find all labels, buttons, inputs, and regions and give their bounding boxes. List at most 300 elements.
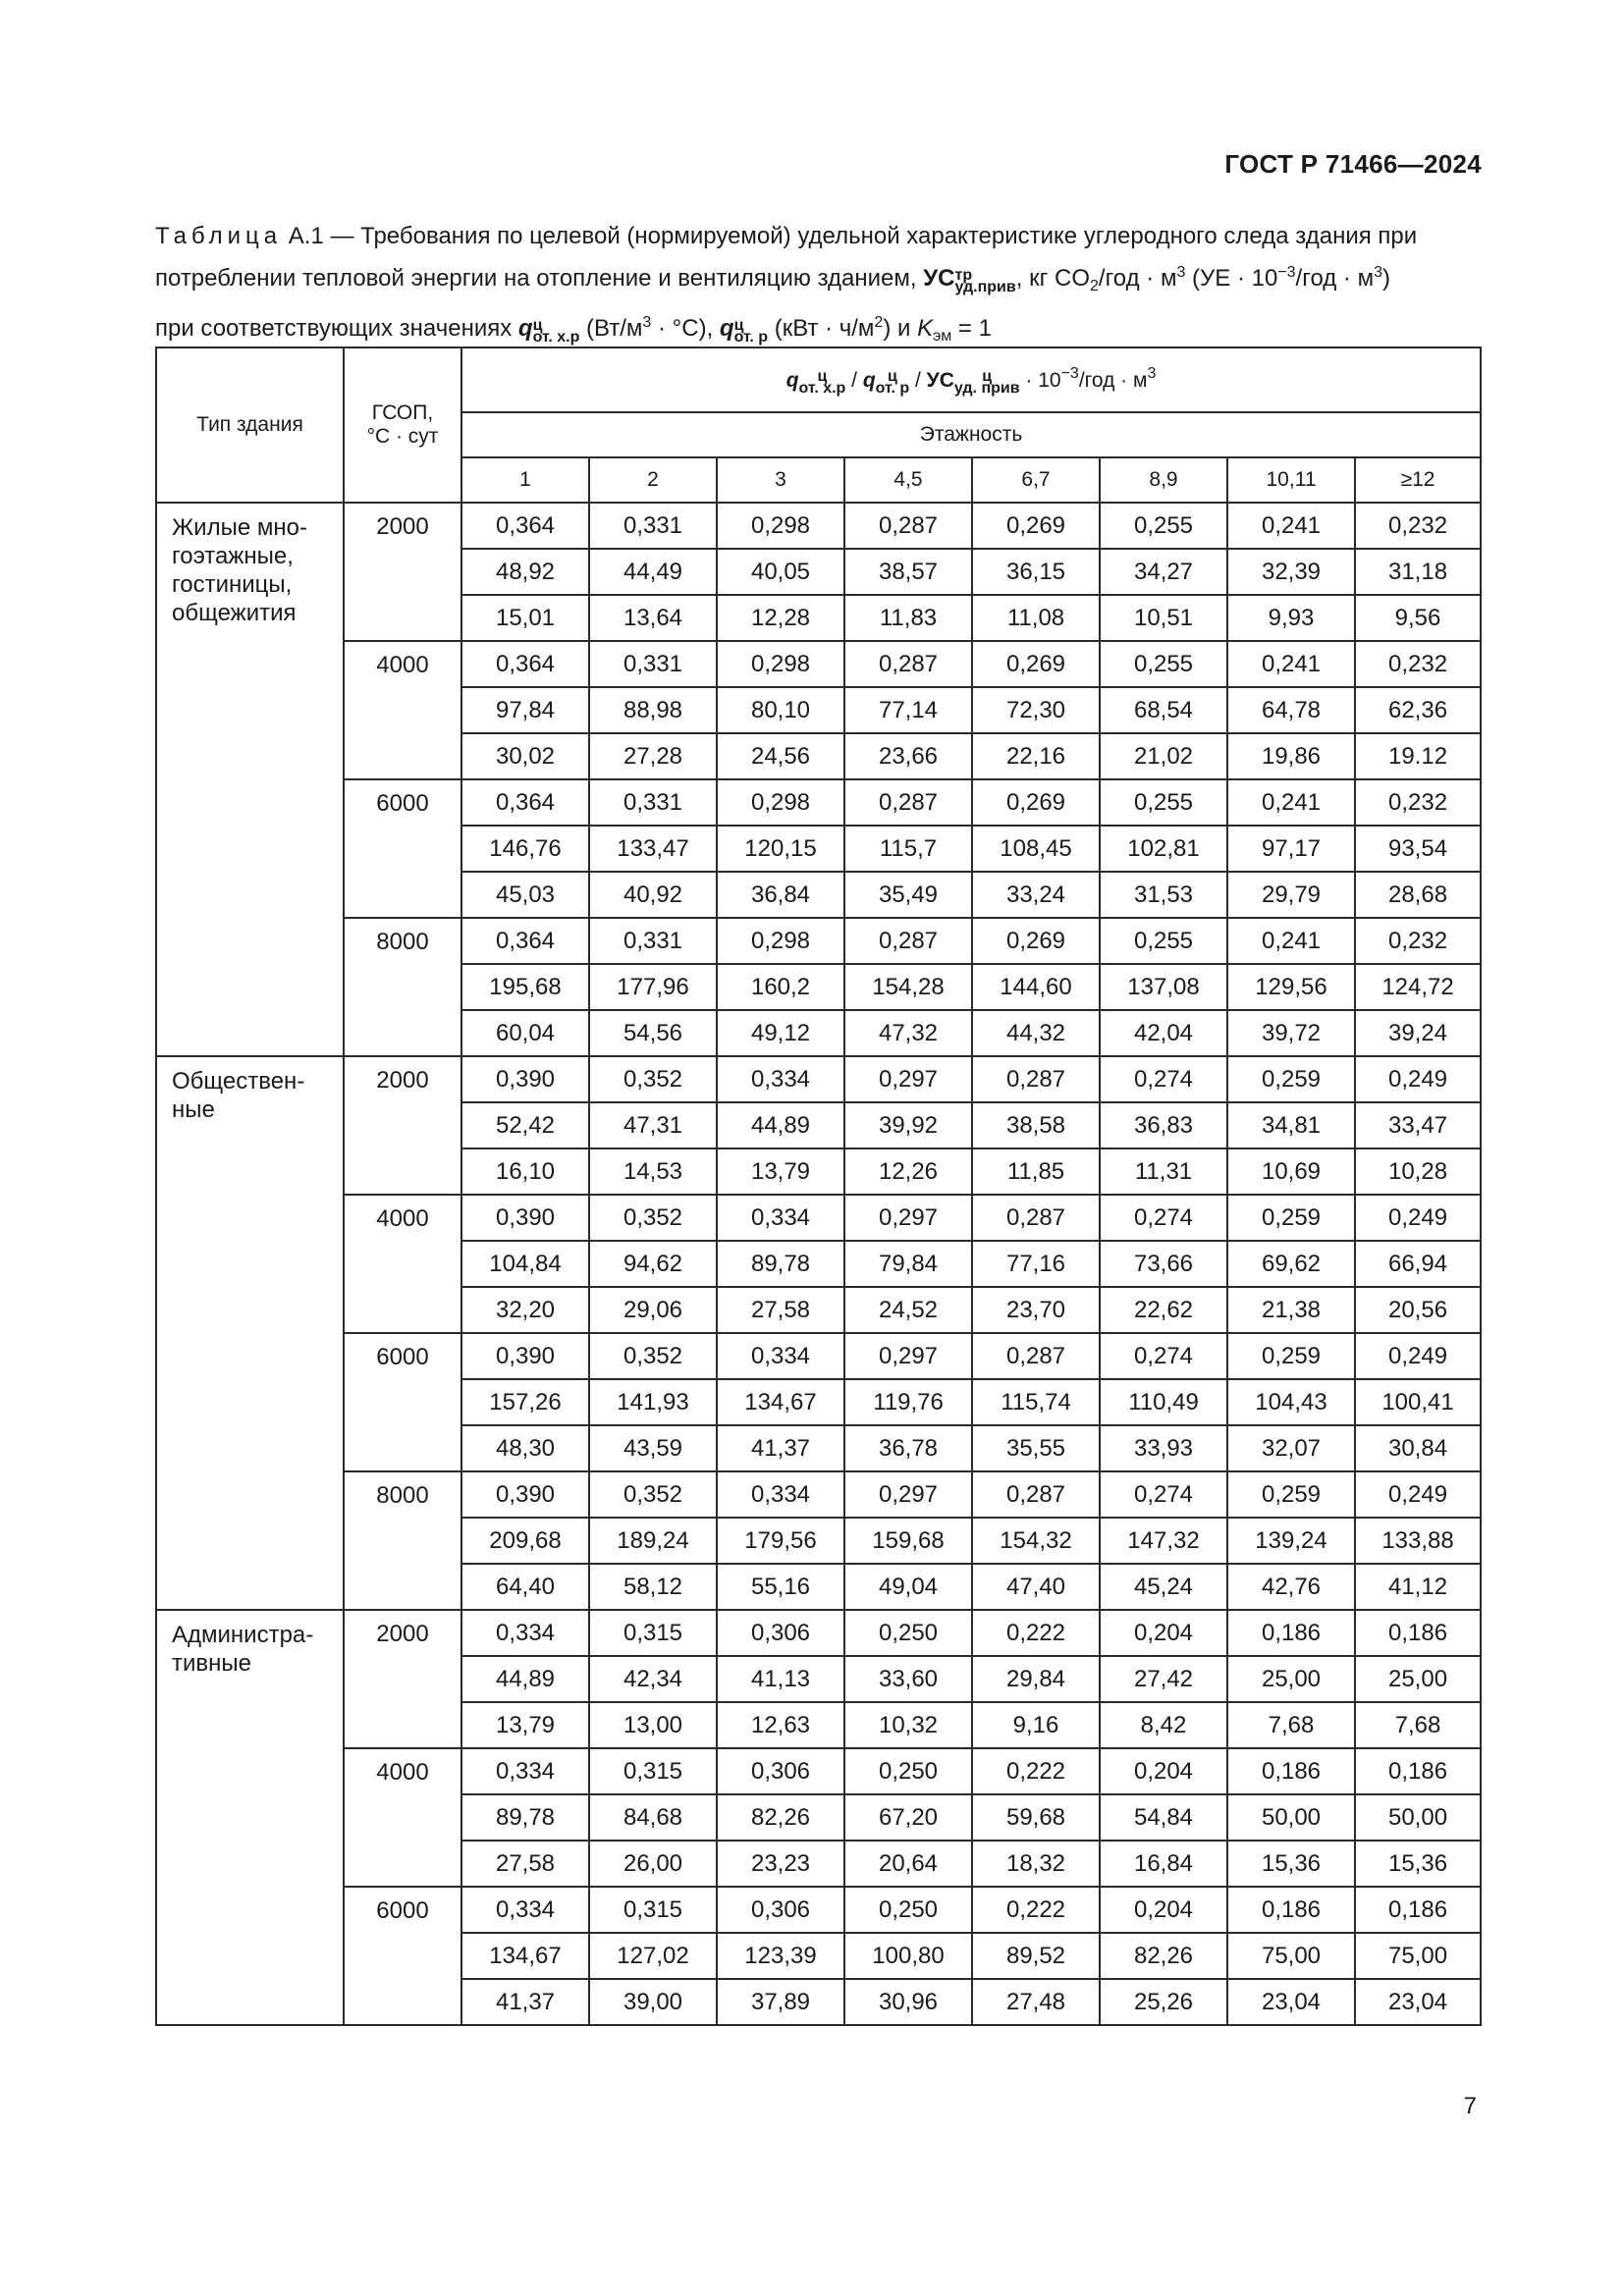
value-cell: 89,78 <box>461 1794 589 1841</box>
building-type-line: гоэтажные, <box>172 543 294 569</box>
value-cell: 0,222 <box>972 1748 1100 1794</box>
value-cell: 108,45 <box>972 826 1100 872</box>
value-cell: 31,18 <box>1355 549 1481 595</box>
building-type-line: тивные <box>172 1650 251 1677</box>
value-cell: 37,89 <box>717 1979 844 2025</box>
value-cell: 147,32 <box>1100 1518 1227 1564</box>
value-cell: 52,42 <box>461 1102 589 1148</box>
table-caption <box>155 218 1481 354</box>
value-cell: 0,255 <box>1100 918 1227 964</box>
column-header-gsop: ГСОП, °С · сут <box>344 347 461 503</box>
value-cell: 50,00 <box>1227 1794 1355 1841</box>
value-cell: 68,54 <box>1100 687 1227 733</box>
value-cell: 7,68 <box>1355 1702 1481 1748</box>
building-type-line: гостиницы, <box>172 571 293 598</box>
table-row <box>156 641 1481 687</box>
value-cell: 12,28 <box>717 595 844 641</box>
value-cell: 44,32 <box>972 1010 1100 1056</box>
value-cell: 0,352 <box>589 1471 717 1518</box>
value-cell: 69,62 <box>1227 1241 1355 1287</box>
value-cell: 75,00 <box>1355 1933 1481 1979</box>
value-cell: 104,43 <box>1227 1379 1355 1425</box>
value-cell: 0,352 <box>589 1195 717 1241</box>
value-cell: 0,241 <box>1227 779 1355 826</box>
value-cell: 0,250 <box>844 1610 972 1656</box>
value-cell: 47,32 <box>844 1010 972 1056</box>
value-cell: 0,298 <box>717 641 844 687</box>
value-cell: 0,274 <box>1100 1471 1227 1518</box>
value-cell: 80,10 <box>717 687 844 733</box>
value-cell: 28,68 <box>1355 872 1481 918</box>
value-cell: 10,69 <box>1227 1148 1355 1195</box>
value-cell: 19,86 <box>1227 733 1355 779</box>
value-cell: 41,12 <box>1355 1564 1481 1610</box>
value-cell: 89,78 <box>717 1241 844 1287</box>
value-cell: 49,04 <box>844 1564 972 1610</box>
value-cell: 0,334 <box>461 1887 589 1933</box>
value-cell: 0,241 <box>1227 641 1355 687</box>
table-row <box>156 1056 1481 1102</box>
page-number: 7 <box>1463 2093 1477 2119</box>
column-header-floors: Этажность <box>461 412 1481 457</box>
value-cell: 15,36 <box>1355 1841 1481 1887</box>
value-cell: 47,40 <box>972 1564 1100 1610</box>
table-row <box>156 779 1481 826</box>
value-cell: 144,60 <box>972 964 1100 1010</box>
value-cell: 0,232 <box>1355 779 1481 826</box>
value-cell: 16,10 <box>461 1148 589 1195</box>
value-cell: 0,331 <box>589 503 717 549</box>
value-cell: 48,92 <box>461 549 589 595</box>
value-cell: 120,15 <box>717 826 844 872</box>
value-cell: 0,306 <box>717 1610 844 1656</box>
value-cell: 115,74 <box>972 1379 1100 1425</box>
value-cell: 55,16 <box>717 1564 844 1610</box>
value-cell: 73,66 <box>1100 1241 1227 1287</box>
value-cell: 36,84 <box>717 872 844 918</box>
document-header: ГОСТ Р 71466—2024 <box>1224 149 1482 179</box>
table-row <box>156 1748 1481 1794</box>
value-cell: 44,49 <box>589 549 717 595</box>
value-cell: 0,334 <box>717 1056 844 1102</box>
value-cell: 11,08 <box>972 595 1100 641</box>
value-cell: 41,37 <box>461 1979 589 2025</box>
value-cell: 0,390 <box>461 1056 589 1102</box>
value-cell: 32,20 <box>461 1287 589 1333</box>
value-cell: 72,30 <box>972 687 1100 733</box>
value-cell: 34,81 <box>1227 1102 1355 1148</box>
value-cell: 146,76 <box>461 826 589 872</box>
value-cell: 102,81 <box>1100 826 1227 872</box>
value-cell: 49,12 <box>717 1010 844 1056</box>
value-cell: 82,26 <box>717 1794 844 1841</box>
value-cell: 0,241 <box>1227 918 1355 964</box>
value-cell: 0,186 <box>1355 1887 1481 1933</box>
value-cell: 0,269 <box>972 641 1100 687</box>
value-cell: 45,24 <box>1100 1564 1227 1610</box>
value-cell: 0,297 <box>844 1333 972 1379</box>
value-cell: 0,259 <box>1227 1056 1355 1102</box>
value-cell: 0,364 <box>461 779 589 826</box>
value-cell: 189,24 <box>589 1518 717 1564</box>
value-cell: 0,186 <box>1227 1887 1355 1933</box>
gsop-cell: 2000 <box>344 1610 461 1748</box>
value-cell: 0,334 <box>717 1471 844 1518</box>
gsop-cell: 8000 <box>344 918 461 1056</box>
value-cell: 44,89 <box>717 1102 844 1148</box>
value-cell: 12,63 <box>717 1702 844 1748</box>
building-type-line: Жилые мно- <box>172 514 307 541</box>
value-cell: 0,186 <box>1355 1748 1481 1794</box>
value-cell: 110,49 <box>1100 1379 1227 1425</box>
value-cell: 0,232 <box>1355 503 1481 549</box>
value-cell: 29,84 <box>972 1656 1100 1702</box>
value-cell: 20,56 <box>1355 1287 1481 1333</box>
value-cell: 93,54 <box>1355 826 1481 872</box>
value-cell: 24,52 <box>844 1287 972 1333</box>
value-cell: 141,93 <box>589 1379 717 1425</box>
value-cell: 0,315 <box>589 1748 717 1794</box>
value-cell: 33,93 <box>1100 1425 1227 1471</box>
floor-header-cell: 4,5 <box>844 457 972 503</box>
value-cell: 0,352 <box>589 1333 717 1379</box>
value-cell: 9,56 <box>1355 595 1481 641</box>
value-cell: 154,28 <box>844 964 972 1010</box>
value-cell: 0,364 <box>461 503 589 549</box>
value-cell: 177,96 <box>589 964 717 1010</box>
value-cell: 0,306 <box>717 1748 844 1794</box>
value-cell: 0,249 <box>1355 1333 1481 1379</box>
value-cell: 0,315 <box>589 1887 717 1933</box>
value-cell: 127,02 <box>589 1933 717 1979</box>
value-cell: 0,250 <box>844 1748 972 1794</box>
value-cell: 13,79 <box>717 1148 844 1195</box>
value-cell: 34,27 <box>1100 549 1227 595</box>
caption-label: Таблица <box>155 223 283 249</box>
value-cell: 47,31 <box>589 1102 717 1148</box>
value-cell: 64,78 <box>1227 687 1355 733</box>
value-cell: 133,88 <box>1355 1518 1481 1564</box>
value-cell: 0,249 <box>1355 1471 1481 1518</box>
value-cell: 0,204 <box>1100 1887 1227 1933</box>
value-cell: 0,232 <box>1355 918 1481 964</box>
value-cell: 10,32 <box>844 1702 972 1748</box>
value-cell: 42,04 <box>1100 1010 1227 1056</box>
value-cell: 97,84 <box>461 687 589 733</box>
building-type-cell <box>156 1056 344 1610</box>
value-cell: 21,38 <box>1227 1287 1355 1333</box>
value-cell: 54,84 <box>1100 1794 1227 1841</box>
value-cell: 11,83 <box>844 595 972 641</box>
value-cell: 134,67 <box>717 1379 844 1425</box>
value-cell: 137,08 <box>1100 964 1227 1010</box>
value-cell: 0,259 <box>1227 1333 1355 1379</box>
gsop-cell: 2000 <box>344 1056 461 1195</box>
value-cell: 10,28 <box>1355 1148 1481 1195</box>
building-type-line: Администра- <box>172 1622 314 1648</box>
value-cell: 35,49 <box>844 872 972 918</box>
value-cell: 123,39 <box>717 1933 844 1979</box>
value-cell: 0,298 <box>717 779 844 826</box>
value-cell: 0,222 <box>972 1887 1100 1933</box>
floor-header-cell: 6,7 <box>972 457 1100 503</box>
value-cell: 25,00 <box>1227 1656 1355 1702</box>
value-cell: 75,00 <box>1227 1933 1355 1979</box>
floor-header-cell: 3 <box>717 457 844 503</box>
value-cell: 23,70 <box>972 1287 1100 1333</box>
value-cell: 0,259 <box>1227 1195 1355 1241</box>
value-cell: 27,28 <box>589 733 717 779</box>
value-cell: 0,390 <box>461 1195 589 1241</box>
value-cell: 18,32 <box>972 1841 1100 1887</box>
value-cell: 0,222 <box>972 1610 1100 1656</box>
value-cell: 23,04 <box>1227 1979 1355 2025</box>
value-cell: 62,36 <box>1355 687 1481 733</box>
value-cell: 0,297 <box>844 1471 972 1518</box>
value-cell: 24,56 <box>717 733 844 779</box>
floor-header-cell: 2 <box>589 457 717 503</box>
value-cell: 9,16 <box>972 1702 1100 1748</box>
value-cell: 22,62 <box>1100 1287 1227 1333</box>
value-cell: 0,249 <box>1355 1195 1481 1241</box>
gsop-cell: 6000 <box>344 1333 461 1471</box>
value-cell: 44,89 <box>461 1656 589 1702</box>
value-cell: 36,78 <box>844 1425 972 1471</box>
value-cell: 0,241 <box>1227 503 1355 549</box>
value-cell: 0,186 <box>1227 1610 1355 1656</box>
table-row <box>156 918 1481 964</box>
value-cell: 139,24 <box>1227 1518 1355 1564</box>
value-cell: 15,36 <box>1227 1841 1355 1887</box>
value-cell: 0,390 <box>461 1471 589 1518</box>
value-cell: 154,32 <box>972 1518 1100 1564</box>
value-cell: 0,331 <box>589 918 717 964</box>
value-cell: 0,334 <box>461 1748 589 1794</box>
value-cell: 32,07 <box>1227 1425 1355 1471</box>
value-cell: 0,331 <box>589 779 717 826</box>
value-cell: 100,80 <box>844 1933 972 1979</box>
value-cell: 0,287 <box>844 779 972 826</box>
value-cell: 0,259 <box>1227 1471 1355 1518</box>
value-cell: 0,334 <box>717 1333 844 1379</box>
value-cell: 0,287 <box>844 918 972 964</box>
value-cell: 157,26 <box>461 1379 589 1425</box>
value-cell: 0,315 <box>589 1610 717 1656</box>
value-cell: 25,26 <box>1100 1979 1227 2025</box>
value-cell: 21,02 <box>1100 733 1227 779</box>
value-cell: 100,41 <box>1355 1379 1481 1425</box>
value-cell: 0,331 <box>589 641 717 687</box>
value-cell: 30,96 <box>844 1979 972 2025</box>
value-cell: 94,62 <box>589 1241 717 1287</box>
value-cell: 104,84 <box>461 1241 589 1287</box>
value-cell: 84,68 <box>589 1794 717 1841</box>
value-cell: 0,255 <box>1100 779 1227 826</box>
table-row <box>156 1195 1481 1241</box>
caption-line-2: при соответствующих значениях q ц от. х.р $(Вт/м^3 \cdot ^\circ С)$, q ц от. р $(кВт \cdot ч/м^2)$ и $K_{эм} = 1$ <box>155 314 992 346</box>
value-cell: 45,03 <box>461 872 589 918</box>
value-cell: 82,26 <box>1100 1933 1227 1979</box>
value-cell: 195,68 <box>461 964 589 1010</box>
value-cell: 11,31 <box>1100 1148 1227 1195</box>
floor-header-cell: 8,9 <box>1100 457 1227 503</box>
value-cell: 14,53 <box>589 1148 717 1195</box>
value-cell: 0,287 <box>972 1471 1100 1518</box>
value-cell: 0,297 <box>844 1195 972 1241</box>
value-cell: 26,00 <box>589 1841 717 1887</box>
value-cell: 22,16 <box>972 733 1100 779</box>
value-cell: 27,42 <box>1100 1656 1227 1702</box>
value-cell: 0,269 <box>972 918 1100 964</box>
gsop-cell: 4000 <box>344 1748 461 1887</box>
column-header-building-type: Тип здания <box>156 347 344 503</box>
value-cell: 0,204 <box>1100 1748 1227 1794</box>
value-cell: 0,364 <box>461 918 589 964</box>
gsop-cell: 6000 <box>344 1887 461 2025</box>
gsop-cell: 6000 <box>344 779 461 918</box>
table-row <box>156 1333 1481 1379</box>
building-type-cell <box>156 1610 344 2025</box>
value-cell: 77,14 <box>844 687 972 733</box>
gsop-cell: 2000 <box>344 503 461 641</box>
value-cell: 209,68 <box>461 1518 589 1564</box>
value-cell: 0,287 <box>972 1333 1100 1379</box>
value-cell: 159,68 <box>844 1518 972 1564</box>
value-cell: 29,06 <box>589 1287 717 1333</box>
value-cell: 129,56 <box>1227 964 1355 1010</box>
value-cell: 35,55 <box>972 1425 1100 1471</box>
value-cell: 25,00 <box>1355 1656 1481 1702</box>
value-cell: 20,64 <box>844 1841 972 1887</box>
value-cell: 12,26 <box>844 1148 972 1195</box>
value-cell: 179,56 <box>717 1518 844 1564</box>
value-cell: 23,66 <box>844 733 972 779</box>
value-cell: 0,287 <box>972 1056 1100 1102</box>
value-cell: 115,7 <box>844 826 972 872</box>
table-row <box>156 1887 1481 1933</box>
value-cell: 0,306 <box>717 1887 844 1933</box>
value-cell: 160,2 <box>717 964 844 1010</box>
value-cell: 0,255 <box>1100 503 1227 549</box>
value-cell: 0,297 <box>844 1056 972 1102</box>
table-row <box>156 503 1481 549</box>
value-cell: 7,68 <box>1227 1702 1355 1748</box>
value-cell: 0,390 <box>461 1333 589 1379</box>
value-cell: 13,64 <box>589 595 717 641</box>
gsop-cell: 8000 <box>344 1471 461 1610</box>
value-cell: 10,51 <box>1100 595 1227 641</box>
gsop-cell: 4000 <box>344 641 461 779</box>
value-cell: 39,24 <box>1355 1010 1481 1056</box>
value-cell: 50,00 <box>1355 1794 1481 1841</box>
value-cell: 0,269 <box>972 779 1100 826</box>
value-cell: 64,40 <box>461 1564 589 1610</box>
value-cell: 133,47 <box>589 826 717 872</box>
value-cell: 33,24 <box>972 872 1100 918</box>
value-cell: 0,232 <box>1355 641 1481 687</box>
value-cell: 27,58 <box>717 1287 844 1333</box>
gsop-cell: 4000 <box>344 1195 461 1333</box>
value-cell: 43,59 <box>589 1425 717 1471</box>
value-cell: 19.12 <box>1355 733 1481 779</box>
value-cell: 0,249 <box>1355 1056 1481 1102</box>
value-cell: 0,334 <box>717 1195 844 1241</box>
value-cell: 11,85 <box>972 1148 1100 1195</box>
value-cell: 0,334 <box>461 1610 589 1656</box>
value-cell: 27,58 <box>461 1841 589 1887</box>
value-cell: 119,76 <box>844 1379 972 1425</box>
value-cell: 79,84 <box>844 1241 972 1287</box>
value-cell: 0,186 <box>1355 1610 1481 1656</box>
value-cell: 0,204 <box>1100 1610 1227 1656</box>
value-cell: 67,20 <box>844 1794 972 1841</box>
value-cell: 0,186 <box>1227 1748 1355 1794</box>
value-cell: 42,76 <box>1227 1564 1355 1610</box>
floor-header-cell: 1 <box>461 457 589 503</box>
value-cell: 124,72 <box>1355 964 1481 1010</box>
value-cell: 36,83 <box>1100 1102 1227 1148</box>
value-cell: 59,68 <box>972 1794 1100 1841</box>
value-cell: 31,53 <box>1100 872 1227 918</box>
value-cell: 39,00 <box>589 1979 717 2025</box>
value-cell: 60,04 <box>461 1010 589 1056</box>
value-cell: 29,79 <box>1227 872 1355 918</box>
table-row <box>156 1471 1481 1518</box>
building-type-line: Обществен- <box>172 1068 305 1095</box>
value-cell: 58,12 <box>589 1564 717 1610</box>
value-cell: 41,37 <box>717 1425 844 1471</box>
column-header-indicators: q ц от. х.р / q ц от. р / УС ц уд. прив · $10^{-3}$/год · $м^3$ <box>461 347 1481 412</box>
value-cell: 41,13 <box>717 1656 844 1702</box>
value-cell: 54,56 <box>589 1010 717 1056</box>
value-cell: 0,287 <box>844 503 972 549</box>
value-cell: 0,255 <box>1100 641 1227 687</box>
value-cell: 40,92 <box>589 872 717 918</box>
value-cell: 39,72 <box>1227 1010 1355 1056</box>
carbon-footprint-table <box>155 347 1482 2026</box>
value-cell: 16,84 <box>1100 1841 1227 1887</box>
floor-header-cell: ≥12 <box>1355 457 1481 503</box>
value-cell: 9,93 <box>1227 595 1355 641</box>
value-cell: 0,287 <box>844 641 972 687</box>
value-cell: 13,00 <box>589 1702 717 1748</box>
value-cell: 32,39 <box>1227 549 1355 595</box>
caption-line-1: Таблица А.1 — Требования по целевой (нормируемой) удельной характеристике углеродного следа здания при потреблении тепловой энергии на отопление и вентиляцию зданием, УС тр уд.прив , кг $CO_2$/год · $м^3$ ($УЕ \cdot 10^{-3}$/год · $м^3$) <box>155 223 1418 295</box>
value-cell: 36,15 <box>972 549 1100 595</box>
value-cell: 0,298 <box>717 918 844 964</box>
value-cell: 15,01 <box>461 595 589 641</box>
value-cell: 0,250 <box>844 1887 972 1933</box>
value-cell: 134,67 <box>461 1933 589 1979</box>
value-cell: 38,58 <box>972 1102 1100 1148</box>
value-cell: 0,274 <box>1100 1056 1227 1102</box>
value-cell: 23,23 <box>717 1841 844 1887</box>
value-cell: 8,42 <box>1100 1702 1227 1748</box>
value-cell: 30,02 <box>461 733 589 779</box>
value-cell: 77,16 <box>972 1241 1100 1287</box>
value-cell: 48,30 <box>461 1425 589 1471</box>
building-type-line: ные <box>172 1096 215 1123</box>
building-type-cell <box>156 503 344 1056</box>
value-cell: 0,298 <box>717 503 844 549</box>
value-cell: 23,04 <box>1355 1979 1481 2025</box>
value-cell: 89,52 <box>972 1933 1100 1979</box>
building-type-line: общежития <box>172 600 297 626</box>
value-cell: 30,84 <box>1355 1425 1481 1471</box>
value-cell: 40,05 <box>717 549 844 595</box>
floor-header-cell: 10,11 <box>1227 457 1355 503</box>
value-cell: 0,269 <box>972 503 1100 549</box>
